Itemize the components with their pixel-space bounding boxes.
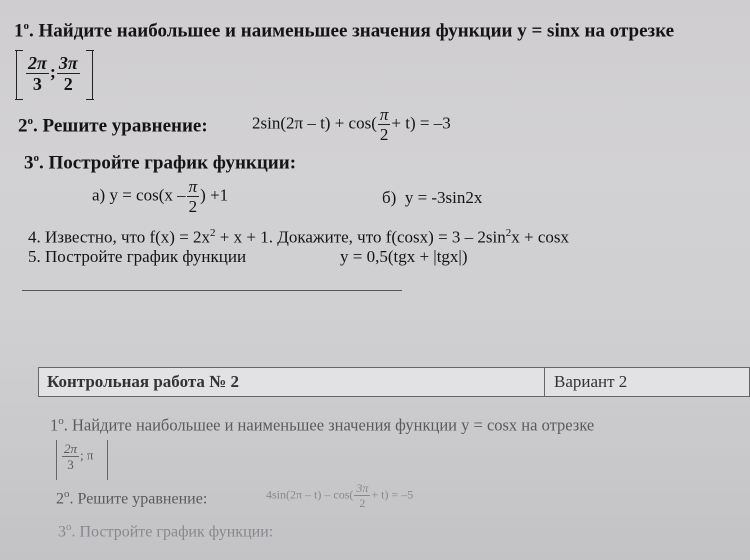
bottom-problem-2-equation: 4sin(2π – t) – cos( $\frac{3\pi}{2}$ + t) = –5	[266, 481, 414, 510]
test-title: Контрольная работа № 2	[47, 372, 239, 391]
problem-3a: а) y = cos(x – $\frac{\pi}{2}$ ) +1	[92, 177, 229, 216]
bottom-problem-2-label: 2$^o$. Решите уравнение:	[56, 488, 208, 508]
interval-bracket: $\frac{2\pi}{3}$ ; $\frac{3\pi}{2}$	[16, 50, 93, 100]
problem-2-label: 2$^o$. Решите уравнение:	[18, 115, 208, 137]
bottom-problem-3-label: 3$^o$. Постройте график функции:	[58, 521, 274, 541]
problem-5-equation: y = 0,5(tgx + |tgx|)	[340, 247, 468, 266]
bottom-problem-1-text: 1$^o$. Найдите наибольшее и наименьшее значения функции y = cosx на отрезке	[50, 415, 595, 435]
problem-2-equation: 2sin(2π – t) + cos( $\frac{\pi}{2}$ + t) = –3	[252, 105, 451, 144]
problem-3b: б) y = -3sin2x	[382, 188, 483, 207]
problem-3-label: 3$^o$. Постройте график функции:	[24, 152, 297, 174]
variant-label: Вариант 2	[554, 372, 628, 391]
separator-line	[22, 290, 402, 291]
problem-1-text: 1$^o$. Найдите наибольшее и наименьшее значения функции y = sinx на отрезке	[14, 20, 675, 42]
bottom-interval-bracket: $\frac{2\pi}{3}$ ; π	[56, 440, 108, 480]
variant-header	[38, 367, 750, 397]
problem-4: 4. Известно, что $f(x) = 2x^2 + x + 1$. Докажите, что $f(\cos x) = 3 - 2\sin^2x + \cos x$	[28, 227, 570, 247]
problem-5-label: 5. Постройте график функции	[28, 247, 247, 266]
header-divider	[544, 368, 545, 396]
